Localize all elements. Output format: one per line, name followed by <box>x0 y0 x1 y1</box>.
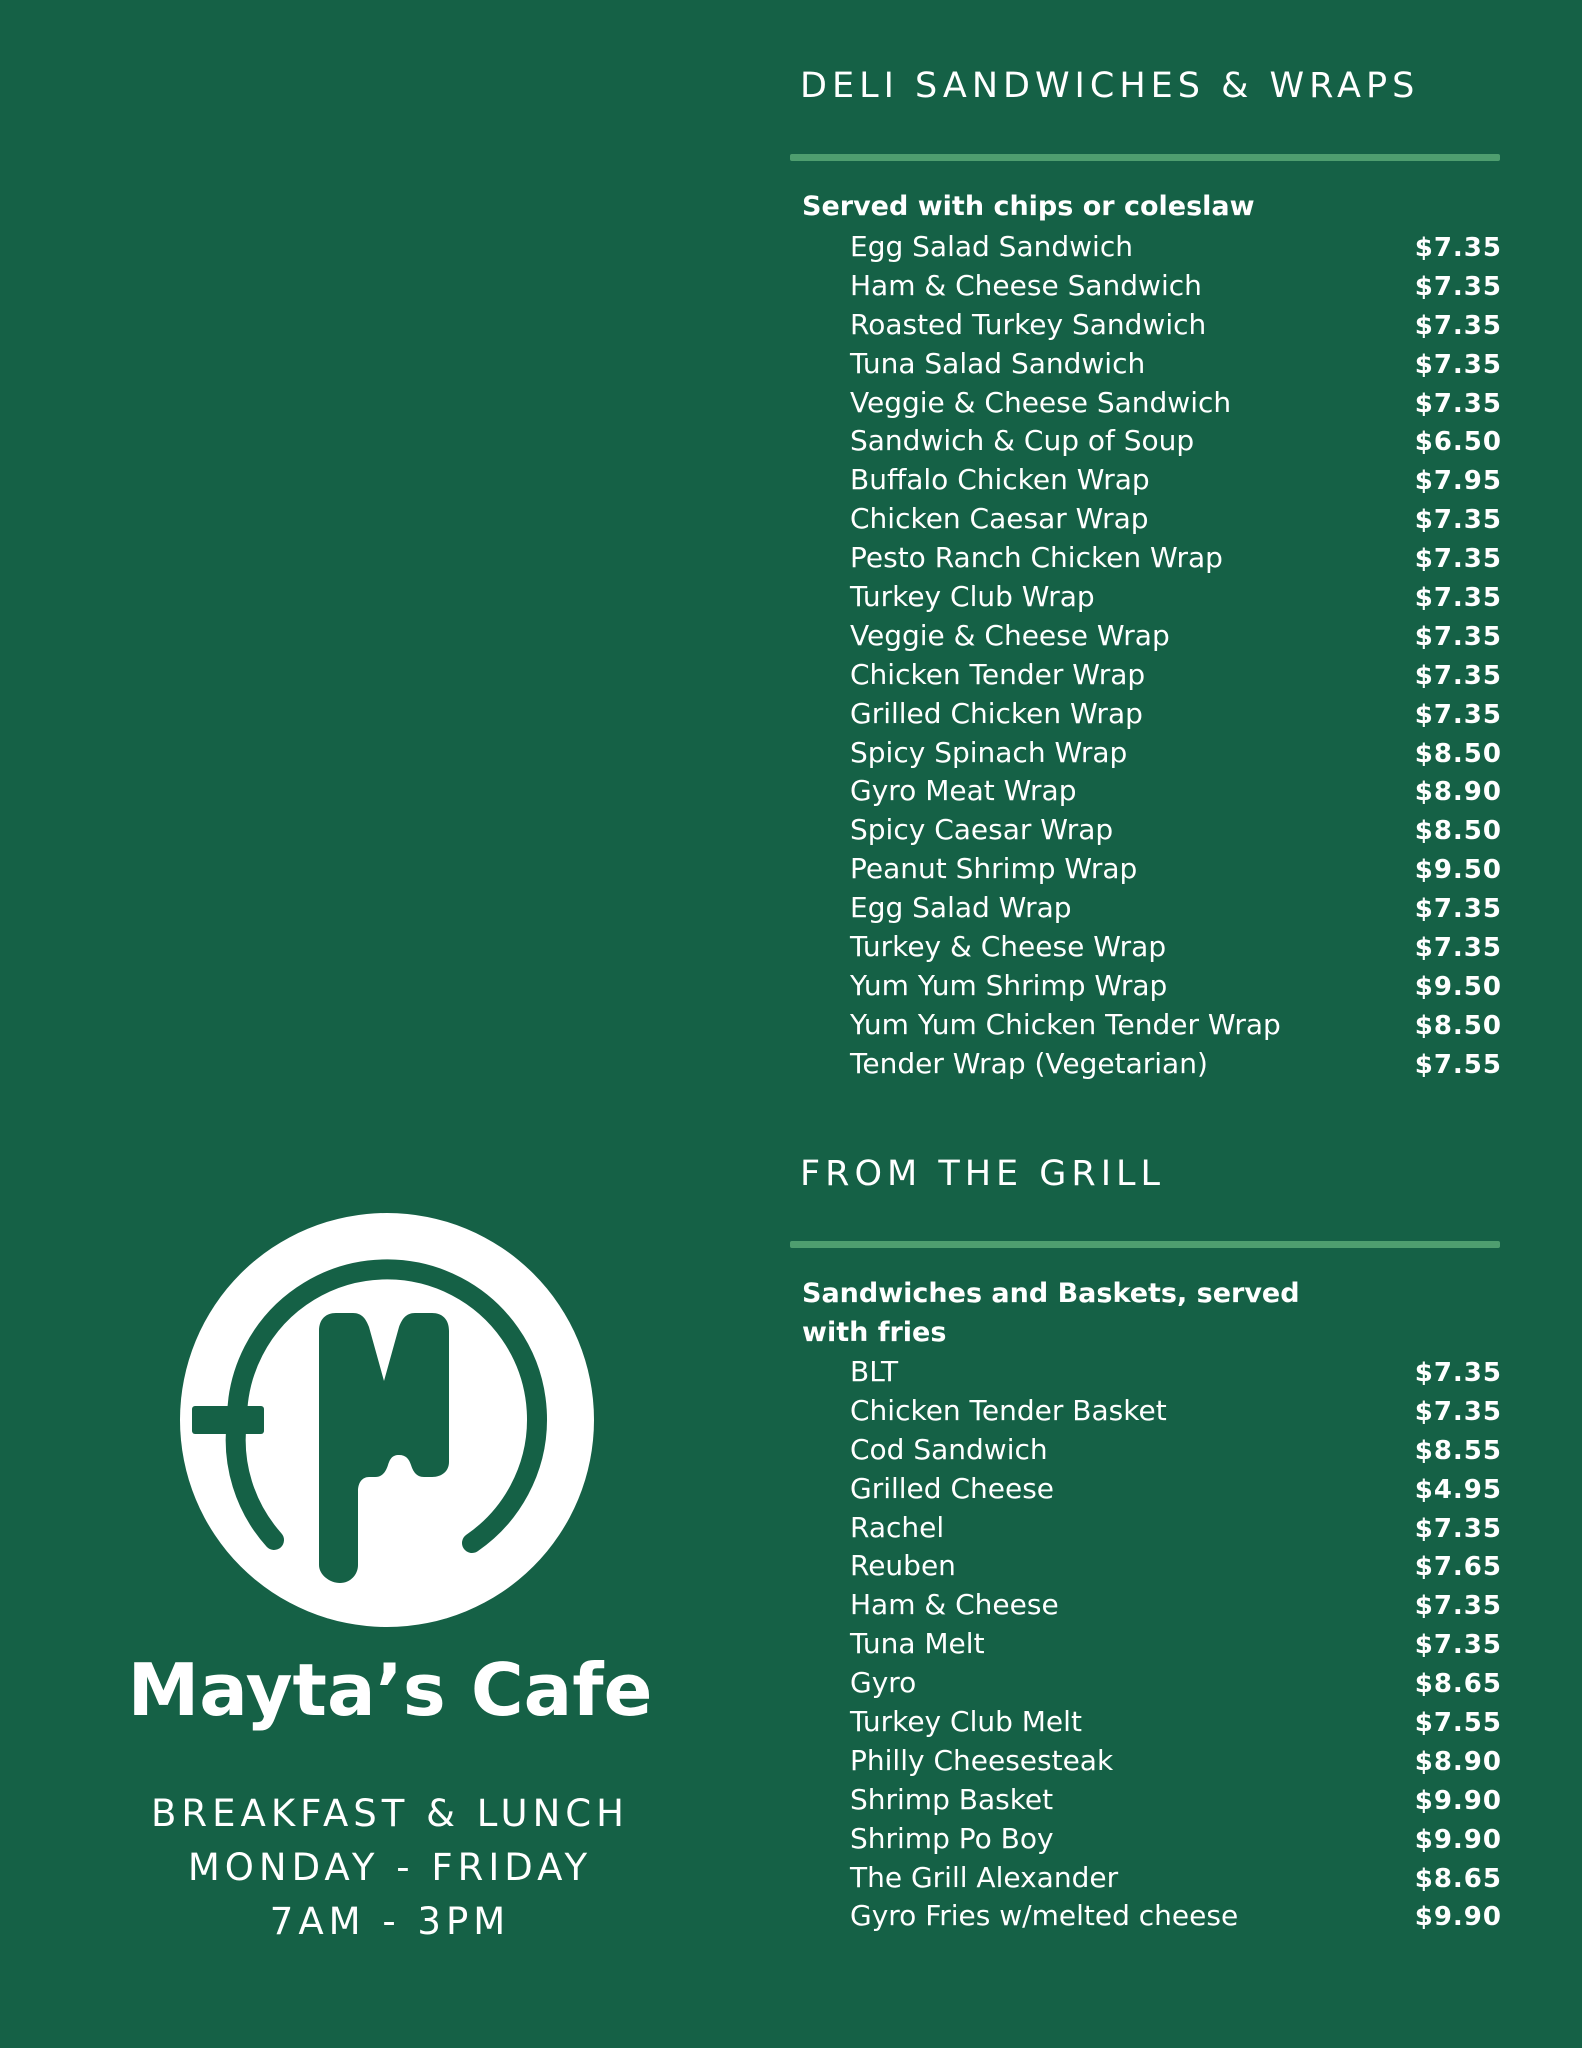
item-name: Cod Sandwich <box>850 1432 1048 1466</box>
item-name: Egg Salad Sandwich <box>850 230 1133 263</box>
item-price: $7.35 <box>1414 310 1502 341</box>
item-name: Turkey Club Melt <box>850 1705 1082 1739</box>
menu-item <box>790 1509 1502 1548</box>
deli-item-list <box>790 228 1502 1084</box>
menu-item <box>790 1781 1502 1820</box>
item-price: $7.35 <box>1414 1591 1502 1622</box>
item-price: $7.35 <box>1414 388 1502 419</box>
menu-item <box>790 617 1502 656</box>
item-name: Reuben <box>850 1549 956 1583</box>
grill-section <box>790 1154 1510 1954</box>
item-price: $7.35 <box>1414 505 1502 536</box>
item-name: Tuna Salad Sandwich <box>850 346 1146 380</box>
item-name: Roasted Turkey Sandwich <box>850 307 1207 341</box>
item-name: Tender Wrap (Vegetarian) <box>850 1046 1208 1080</box>
menu-item <box>790 889 1502 928</box>
item-name: Turkey Club Wrap <box>850 580 1095 614</box>
mayta-cafe-m-logo-icon <box>180 1213 595 1628</box>
section-title: DELI SANDWICHES & WRAPS <box>800 66 1420 106</box>
item-price: $7.35 <box>1414 583 1502 614</box>
item-name: Grilled Chicken Wrap <box>850 696 1143 730</box>
menu-item <box>790 1586 1502 1625</box>
service-line: BREAKFAST & LUNCH <box>151 1792 629 1835</box>
item-price: $7.35 <box>1414 621 1502 652</box>
item-price: $7.35 <box>1414 1513 1502 1544</box>
item-price: $8.50 <box>1414 816 1502 847</box>
brand-name: Mayta’s Cafe <box>127 1648 653 1732</box>
menu-item <box>790 1820 1502 1859</box>
item-price: $9.50 <box>1414 971 1502 1002</box>
item-price: $7.35 <box>1414 894 1502 925</box>
item-name: Ham & Cheese <box>850 1588 1059 1622</box>
item-name: Veggie & Cheese Wrap <box>850 618 1170 652</box>
item-price: $7.35 <box>1414 233 1502 263</box>
menu-item <box>790 1470 1502 1509</box>
item-name: Sandwich & Cup of Soup <box>850 424 1195 458</box>
item-name: Philly Cheesesteak <box>850 1743 1114 1777</box>
menu-item <box>790 267 1502 306</box>
menu-item <box>790 772 1502 811</box>
menu-item <box>790 228 1502 267</box>
section-title: FROM THE GRILL <box>800 1154 1166 1194</box>
section-subtitle: Sandwiches and Baskets, served with fries <box>802 1278 1300 1348</box>
item-price: $7.35 <box>1414 660 1502 691</box>
item-price: $8.50 <box>1414 1010 1502 1041</box>
section-divider <box>790 154 1500 161</box>
section-divider <box>790 1241 1500 1248</box>
item-price: $7.55 <box>1414 1049 1502 1080</box>
menu-item <box>790 1859 1502 1898</box>
item-price: $8.65 <box>1414 1669 1502 1700</box>
menu-item <box>790 1353 1502 1392</box>
item-name: Yum Yum Chicken Tender Wrap <box>850 1007 1281 1041</box>
menu-item <box>790 1547 1502 1586</box>
menu-item <box>790 1897 1502 1936</box>
menu-item <box>790 422 1502 461</box>
item-name: Egg Salad Wrap <box>850 891 1072 925</box>
item-price: $7.35 <box>1414 1630 1502 1661</box>
menu-item <box>790 1664 1502 1703</box>
item-price: $8.65 <box>1414 1863 1502 1894</box>
menu-item <box>790 1431 1502 1470</box>
menu-item <box>790 734 1502 773</box>
menu-item <box>790 928 1502 967</box>
menu-item <box>790 1392 1502 1431</box>
item-name: Gyro <box>850 1666 917 1700</box>
item-name: Ham & Cheese Sandwich <box>850 268 1202 302</box>
menu-item <box>790 1006 1502 1045</box>
item-price: $4.95 <box>1414 1474 1502 1505</box>
menu-item <box>790 345 1502 384</box>
item-name: Grilled Cheese <box>850 1471 1055 1505</box>
item-name: Rachel <box>850 1510 945 1544</box>
item-price: $7.35 <box>1414 933 1502 964</box>
item-price: $8.90 <box>1414 1746 1502 1777</box>
item-price: $9.90 <box>1414 1824 1502 1855</box>
item-price: $7.95 <box>1414 466 1502 497</box>
menu-item <box>790 967 1502 1006</box>
item-price: $9.50 <box>1414 855 1502 886</box>
menu-item <box>790 539 1502 578</box>
item-price: $7.35 <box>1414 1396 1502 1427</box>
item-name: Yum Yum Shrimp Wrap <box>850 968 1168 1002</box>
item-name: Chicken Tender Basket <box>850 1393 1167 1427</box>
time-line: 7AM - 3PM <box>269 1900 511 1943</box>
item-name: Veggie & Cheese Sandwich <box>850 385 1232 419</box>
item-price: $7.55 <box>1414 1708 1502 1739</box>
menu-item <box>790 656 1502 695</box>
menu-item <box>790 578 1502 617</box>
item-price: $7.35 <box>1414 271 1502 302</box>
item-name: Pesto Ranch Chicken Wrap <box>850 541 1223 575</box>
menu-item <box>790 1703 1502 1742</box>
item-name: Shrimp Basket <box>850 1782 1054 1816</box>
item-name: The Grill Alexander <box>850 1860 1119 1894</box>
item-price: $9.90 <box>1414 1902 1502 1933</box>
days-line: MONDAY - FRIDAY <box>187 1846 593 1889</box>
menu-item <box>790 695 1502 734</box>
item-name: Spicy Caesar Wrap <box>850 813 1114 847</box>
menu-item <box>790 850 1502 889</box>
menu-item <box>790 811 1502 850</box>
menu-item <box>790 384 1502 423</box>
item-price: $6.50 <box>1414 427 1502 458</box>
item-name: Shrimp Po Boy <box>850 1821 1054 1855</box>
menu-item <box>790 461 1502 500</box>
item-price: $7.35 <box>1414 349 1502 380</box>
menu-item <box>790 306 1502 345</box>
item-name: Tuna Melt <box>850 1627 985 1661</box>
item-price: $7.35 <box>1414 1358 1502 1388</box>
grill-item-list <box>790 1353 1502 1936</box>
item-price: $7.65 <box>1414 1552 1502 1583</box>
item-price: $8.50 <box>1414 738 1502 769</box>
item-name: Gyro Fries w/melted cheese <box>850 1899 1239 1933</box>
item-price: $7.35 <box>1414 544 1502 575</box>
hours-block <box>60 1787 720 1949</box>
item-name: Peanut Shrimp Wrap <box>850 852 1138 886</box>
menu-item <box>790 1045 1502 1084</box>
item-name: Gyro Meat Wrap <box>850 774 1077 808</box>
menu-item <box>790 1625 1502 1664</box>
menu-item <box>790 500 1502 539</box>
item-price: $9.90 <box>1414 1785 1502 1816</box>
menu-item <box>790 1742 1502 1781</box>
item-name: Turkey & Cheese Wrap <box>850 930 1167 964</box>
item-name: Chicken Tender Wrap <box>850 657 1146 691</box>
item-name: Chicken Caesar Wrap <box>850 502 1149 536</box>
item-name: Buffalo Chicken Wrap <box>850 463 1150 497</box>
deli-section <box>790 66 1510 1086</box>
section-subtitle: Served with chips or coleslaw <box>802 191 1255 222</box>
item-price: $8.90 <box>1414 777 1502 808</box>
item-price: $8.55 <box>1414 1435 1502 1466</box>
item-name: BLT <box>850 1355 899 1388</box>
item-name: Spicy Spinach Wrap <box>850 735 1128 769</box>
item-price: $7.35 <box>1414 699 1502 730</box>
